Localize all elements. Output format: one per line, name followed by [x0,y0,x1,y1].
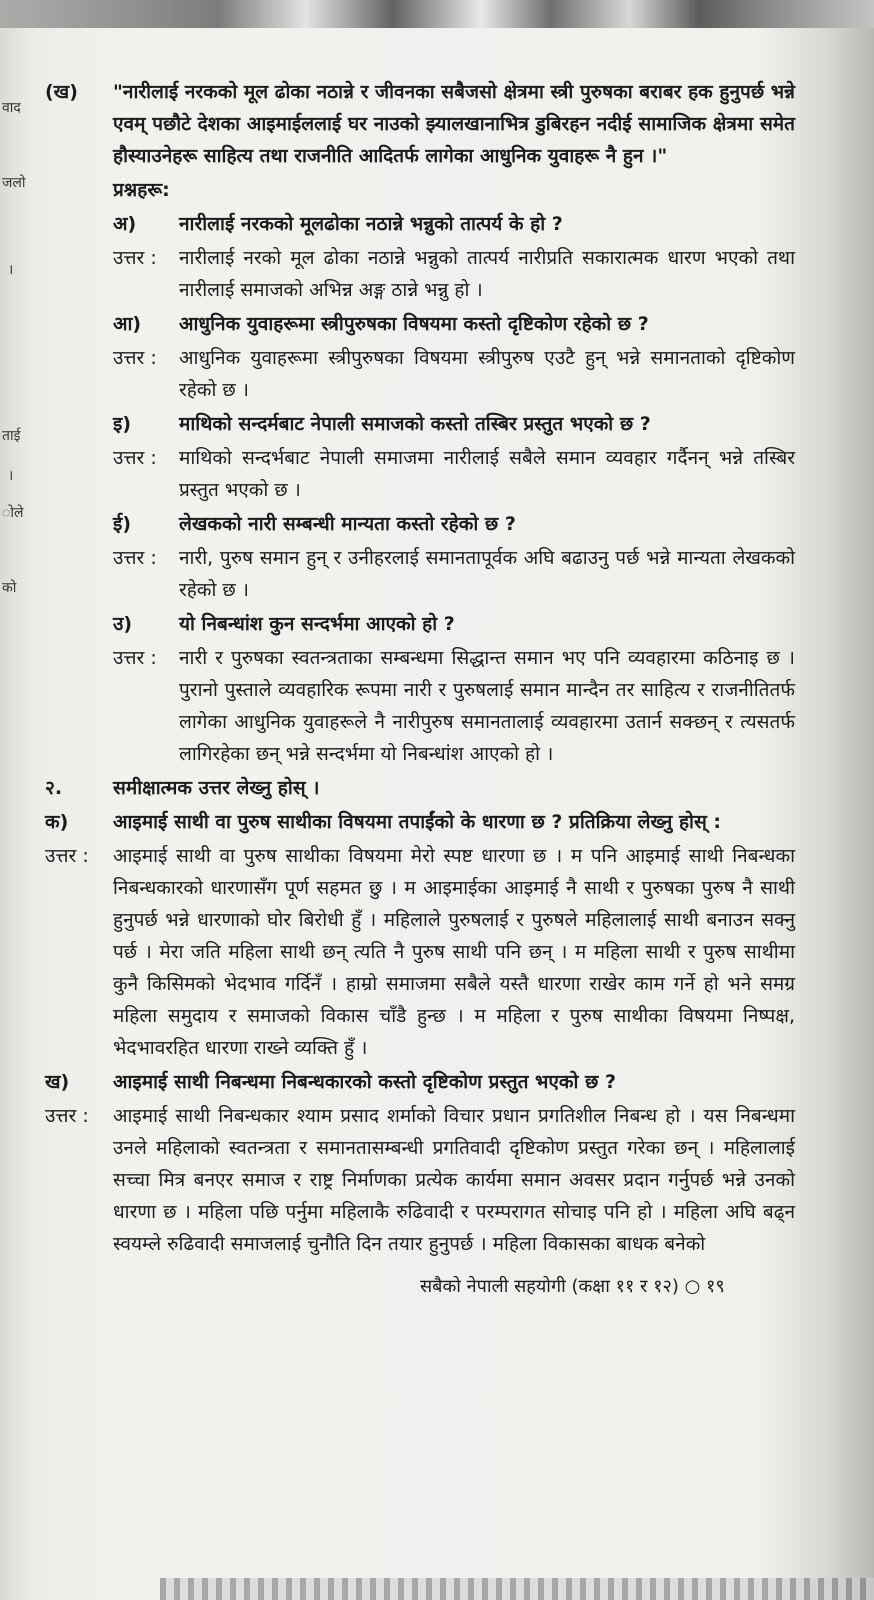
question-label: ख) [45,1071,70,1093]
answer: आइमाई साथी वा पुरुष साथीका विषयमा मेरो स्पष्ट धारणा छ । म पनि आइमाई साथी निबन्धका निबन्धकारको धारणासँग पूर्ण सहमत छु । म आइमाईका आइमाई नै साथी र पुरुषका पुरुष नै साथी हुनुपर्छ भन्ने धारणाको घोर बिरोधी हुँ । महिलाले पुरुषलाई र पुरुषले महिलालाई साथी बनाउन सक्नु पर्छ । मेरा जति महिला साथी छन् त्यति नै पुरुष साथी पनि छन् । म महिला साथी र पुरुष साथीमा कुनै किसिमको भेदभाव गर्दिनँ । हाम्रो समाजमा सबैले यस्तै धारणा राखेर काम गर्ने हो भने समग्र महिला समुदाय र समाजको विकास चाँडै हुन्छ । म महिला र पुरुष साथीका विषयमा निष्पक्ष, भेदभावरहित धारणा राख्ने व्यक्ति हुँ । [113,845,795,1059]
answer: नारी र पुरुषका स्वतन्त्रताका सम्बन्धमा सिद्धान्त समान भए पनि व्यवहारमा कठिनाइ छ । पुरानो पुस्ताले व्यवहारिक रूपमा नारी र पुरुषलाई समान मान्दैन तर साहित्य र राजनीतितर्फ लागेका आधुनिक युवाहरूले नै नारीपुरुष समानतालाई व्यवहारमा उतार्न सक्छन् र त्यसतर्फ लागिरहेका छन् भन्ने सन्दर्भमा यो निबन्धांश आएको हो । [179,647,795,765]
question: यो निबन्धांश कुन सन्दर्भमा आएको हो ? [179,613,455,635]
question: नारीलाई नरकको मूलढोका नठान्ने भन्नुको तात्पर्य के हो ? [179,213,563,235]
answer-row [113,342,795,406]
answer: आधुनिक युवाहरूमा स्त्रीपुरुषका विषयमा स्त्रीपुरुष एउटै हुन् भन्ने समानताको दृष्टिकोण रहेको छ । [179,347,795,401]
answer: माथिको सन्दर्भबाट नेपाली समाजमा नारीलाई सबैले समान व्यवहार गर्दैनन् भन्ने तस्बिर प्रस्तुत भएको छ । [179,447,795,501]
questions-heading: प्रश्नहरू: [113,179,170,201]
question-label: ई) [113,513,132,535]
answer-row [45,1100,795,1260]
question-label: उ) [113,613,133,635]
passage-label: (ख) [45,81,78,103]
margin-fragment: जलो [2,175,26,191]
margin-fragment: वाद [2,100,21,116]
answer-label: उत्तर : [45,1105,89,1127]
question-row [113,308,795,340]
passage-quote: "नारीलाई नरकको मूल ढोका नठान्ने र जीवनका सबैजसो क्षेत्रमा स्त्री पुरुषका बराबर हक हुनुपर्छ भन्ने एवम् पछौटे देशका आइमाईललाई घर नाउको झ्यालखानाभित्र डुबिरहन नदीई सामाजिक क्षेत्रमा समेत हौस्याउनेहरू साहित्य तथा राजनीति आदितर्फ लागेका आधुनिक युवाहरू नै हुन ।" [113,81,795,167]
page-content [45,0,795,1300]
question-row [113,208,795,240]
margin-fragment: ताई [2,428,21,444]
question-label: क) [45,811,69,833]
question-row [113,508,795,540]
question: लेखकको नारी सम्बन्धी मान्यता कस्तो रहेको छ ? [179,513,516,535]
margin-fragment: । [8,468,14,484]
answer-row [113,242,795,306]
question-row [45,1066,795,1098]
answer: नारी, पुरुष समान हुन् र उनीहरलाई समानतापूर्वक अघि बढाउनु पर्छ भन्ने मान्यता लेखकको रहेको छ । [179,547,795,601]
passage [45,76,795,172]
question-label: अ) [113,213,137,235]
question-row [113,408,795,440]
page-footer: सबैको नेपाली सहयोगी (कक्षा ११ र १२) ○ १९ [420,1276,725,1297]
question: आइमाई साथी वा पुरुष साथीका विषयमा तपाईंको के धारणा छ ? प्रतिक्रिया लेख्नु होस् : [113,811,722,833]
answer-label: उत्तर : [113,447,157,469]
question-row [113,608,795,640]
section-heading: समीक्षात्मक उत्तर लेख्नु होस् । [113,777,320,799]
answer-row [45,840,795,1064]
answer-label: उत्तर : [113,347,157,369]
answer-row [113,542,795,606]
margin-fragment: को [2,580,17,596]
section-heading-row [45,772,795,804]
section-number: २. [45,777,63,799]
question: आइमाई साथी निबन्धमा निबन्धकारको कस्तो दृष्टिकोण प्रस्तुत भएको छ ? [113,1071,616,1093]
answer-label: उत्तर : [113,647,157,669]
answer-row [113,642,795,770]
answer-label: उत्तर : [113,547,157,569]
answer-label: उत्तर : [45,845,89,867]
question-label: आ) [113,313,142,335]
answer: आइमाई साथी निबन्धकार श्याम प्रसाद शर्माको विचार प्रधान प्रगतिशील निबन्ध हो । यस निबन्धमा उनले महिलाको स्वतन्त्रता र समानतासम्बन्धी प्रगतिवादी दृष्टिकोण प्रस्तुत गरेका छन् । महिलालाई सच्चा मित्र बनएर समाज र राष्ट्र निर्माणका प्रत्येक कार्यमा समान अवसर प्रदान गर्नुपर्छ भन्ने उनको धारणा छ । महिला पछि पर्नुमा महिलाकै रुढिवादी र परम्परागत सोचाइ पनि हो । महिला अघि बढ्न स्वयम्ले रुढिवादी समाजलाई चुनौति दिन तयार हुनुपर्छ । महिला विकासका बाधक बनेको [113,1105,795,1255]
question-row [45,806,795,838]
answer-row [113,442,795,506]
photo-bottom-edge [160,1578,874,1600]
answer-label: उत्तर : [113,247,157,269]
margin-fragment: । [8,262,14,278]
question: माथिको सन्दर्मबाट नेपाली समाजको कस्तो तस्बिर प्रस्तुत भएको छ ? [179,413,651,435]
question: आधुनिक युवाहरूमा स्त्रीपुरुषका विषयमा कस्तो दृष्टिकोण रहेको छ ? [179,313,649,335]
answer: नारीलाई नरको मूल ढोका नठान्ने भन्नुको तात्पर्य नारीप्रति सकारात्मक धारण भएको तथा नारीलाई समाजको अभिन्न अङ्ग ठान्ने भन्नु हो । [179,247,795,301]
margin-fragment: ोले [2,505,24,521]
question-label: इ) [113,413,132,435]
questions-heading-row [113,174,795,206]
